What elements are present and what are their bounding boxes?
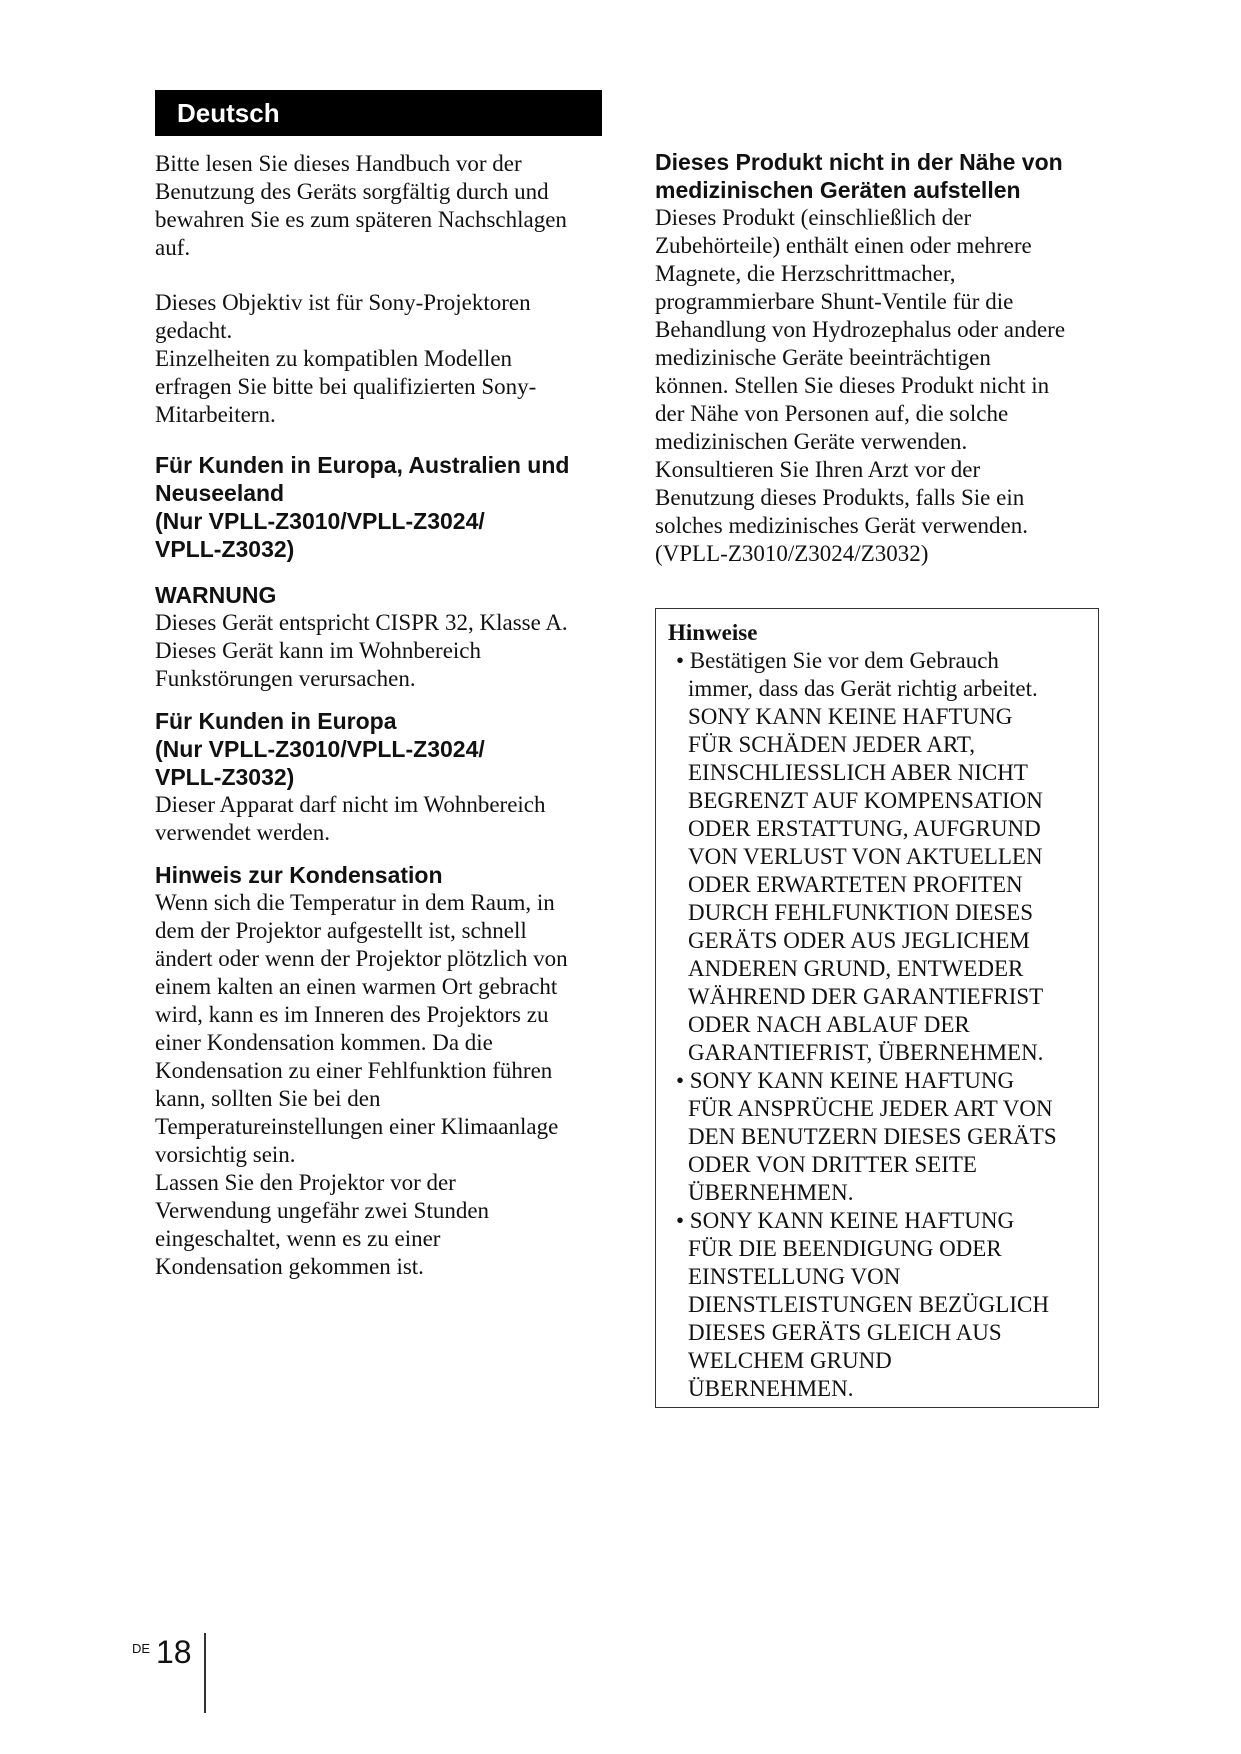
heading-medical-devices: Dieses Produkt nicht in der Nähe von medizinischen Geräten aufstellen [655, 149, 1063, 203]
medical-devices-paragraph: Dieses Produkt (einschließlich der Zubehörteile) enthält einen oder mehrere Magnete, die Herzschrittmacher, programmierbare Shunt-Ventile für die Behandlung von Hydrozephalus oder andere medizinische Geräte beeinträchtigen können. Stellen Sie dieses Produkt nicht in der Nähe von Personen auf, die solche medizinischen Geräte verwenden. Konsultieren Sie Ihren Arzt vor der Benutzung dieses Produkts, falls Sie ein solches medizinisches Gerät verwenden. (VPLL-Z3010/Z3024/Z3032) [655, 205, 1066, 566]
heading-customers-europe-australia-nz: Für Kunden in Europa, Australien und Neuseeland (Nur VPLL-Z3010/VPLL-Z3024/ VPLL-Z3032) [155, 452, 570, 562]
page-number: 18 [156, 1634, 192, 1670]
condensation-paragraph: Wenn sich die Temperatur in dem Raum, in dem der Projektor aufgestellt ist, schnell ändert oder wenn der Projektor plötzlich von einem kalten an einen warmen Ort gebracht wird, kann es im Inneren des Projektors zu einer Kondensation kommen. Da die Kondensation zu einer Fehlfunktion führen kann, sollten Sie bei den Temperatureinstellungen einer Klimaanlage vorsichtig sein. Lassen Sie den Projektor vor der Verwendung ungefähr zwei Stunden eingeschaltet, wenn es zu einer Kondensation gekommen ist. [155, 890, 568, 1279]
language-code: DE [132, 1641, 151, 1656]
note-item: • SONY KANN KEINE HAFTUNG FÜR ANSPRÜCHE JEDER ART VON DEN BENUTZERN DIESES GERÄTS ODER VON DRITTER SEITE ÜBERNEHMEN. [676, 1068, 1057, 1205]
language-section-label: Deutsch [155, 90, 602, 136]
footer-divider [204, 1633, 206, 1713]
heading-customers-europe: Für Kunden in Europa (Nur VPLL-Z3010/VPLL-Z3024/ VPLL-Z3032) [155, 708, 485, 790]
notes-list [668, 647, 1086, 1403]
notes-box [655, 608, 1099, 1408]
intro-paragraph: Bitte lesen Sie dieses Handbuch vor der Benutzung des Geräts sorgfältig durch und bewahren Sie es zum späteren Nachschlagen auf. [155, 151, 567, 260]
left-column [155, 150, 605, 1281]
right-column [655, 148, 1100, 568]
notes-title: Hinweise [668, 620, 758, 645]
heading-condensation: Hinweis zur Kondensation [155, 862, 443, 888]
heading-warning: WARNUNG [155, 582, 277, 608]
lens-compatibility-paragraph: Dieses Objektiv ist für Sony-Projektoren gedacht. Einzelheiten zu kompatiblen Modellen erfragen Sie bitte bei qualifizierten Sony- Mitarbeitern. [155, 290, 537, 427]
note-item: • Bestätigen Sie vor dem Gebrauch immer, dass das Gerät richtig arbeitet. SONY KANN KEINE HAFTUNG FÜR SCHÄDEN JEDER ART, EINSCHLIESSLICH ABER NICHT BEGRENZT AUF KOMPENSATION ODER ERSTATTUNG, AUFGRUND VON VERLUST VON AKTUELLEN ODER ERWARTETEN PROFITEN DURCH FEHLFUNKTION DIESES GERÄTS ODER AUS JEGLICHEM ANDEREN GRUND, ENTWEDER WÄHREND DER GARANTIEFRIST ODER NACH ABLAUF DER GARANTIEFRIST, ÜBERNEHMEN. [676, 648, 1044, 1065]
europe-paragraph: Dieser Apparat darf nicht im Wohnbereich verwendet werden. [155, 792, 546, 845]
note-item: • SONY KANN KEINE HAFTUNG FÜR DIE BEENDIGUNG ODER EINSTELLUNG VON DIENSTLEISTUNGEN BEZÜGLICH DIESES GERÄTS GLEICH AUS WELCHEM GRUND ÜBERNEHMEN. [676, 1208, 1049, 1401]
warning-paragraph: Dieses Gerät entspricht CISPR 32, Klasse A. Dieses Gerät kann im Wohnbereich Funkstörungen verursachen. [155, 610, 568, 691]
